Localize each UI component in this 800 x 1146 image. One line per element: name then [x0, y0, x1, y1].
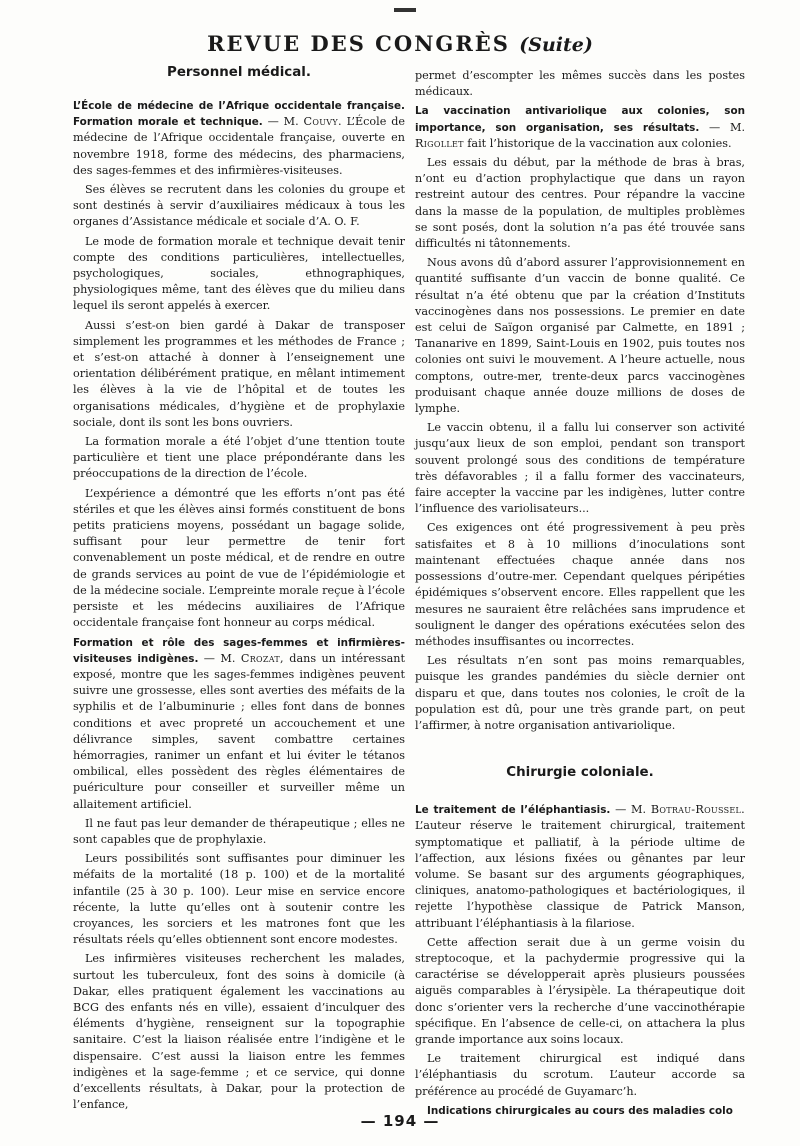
- paragraph: Le vaccin obtenu, il a fallu lui conserver son activité jusqu’aux lieux de son emploi, pendant son transport souvent prolongé sous des conditions de température très défavorables ; il a fallu former des vaccinateurs, faire accepter la vaccine par les indigènes, lutter contre l’influence des variolisateurs...: [415, 421, 745, 516]
- paragraph: Le traitement chirurgical est indiqué dans l’éléphantiasis du scrotum. L’auteur accorde sa préférence au procédé de Guyamarc’h.: [415, 1052, 745, 1098]
- paragraph: Ces exigences ont été progressivement à peu près satisfaites et 8 à 10 millions d’inoculations sont maintenant effectuées chaque année dans nos possessions d’outre-mer. Cependant quelques péripéties épidémiques s’observent encore. Elles rappellent que les mesures ne sauraient être relâchées sans imprudence et soulignent le danger des opérations exécutées selon des méthodes insuffisantes ou incorrectes.: [415, 521, 745, 648]
- left-column: [73, 62, 405, 1112]
- article-lead: Formation et rôle des sages-femmes et infirmières-visiteuses indigènes.: [73, 636, 405, 665]
- article-body: fait l’historique de la vaccination aux colonies.: [463, 136, 732, 150]
- paragraph: Les essais du début, par la méthode de bras à bras, n’ont eu d’action prophylactique que dans un rayon restreint autour des centres. Pour répandre la vaccine dans la masse de la population, de multiples problèmes se sont posés, dont la solution n’a pas été trouvée sans difficultés ni tâtonnements.: [415, 156, 745, 251]
- paragraph: Ses élèves se recrutent dans les colonies du groupe et sont destinés à servir d’auxiliaires médicaux à tous les organes d’Assistance médicale et sociale d’A. O. F.: [73, 183, 405, 229]
- page-number: — 194 —: [360, 1112, 440, 1130]
- article-author: Botrau-Roussel.: [650, 803, 746, 817]
- article-ecole-medecine: [73, 98, 405, 179]
- paragraph: Cette affection serait due à un germe voisin du streptocoque, et la pachydermie progressive qui la caractérise se développerait après plusieurs poussées aiguës comparables à l’érysipèle. La thérapeutique doit donc s’orienter vers la recherche d’une vaccinothérapie spécifique. En l’absence de celle-ci, on attachera la plus grande importance aux soins locaux.: [415, 935, 745, 1046]
- article-sep: — M.: [262, 115, 304, 129]
- article-author: Rigollet: [415, 136, 464, 150]
- section-title-chirurgie: Chirurgie coloniale.: [506, 765, 654, 781]
- continuation-paragraph: permet d’escompter les mêmes succès dans les postes médicaux.: [415, 69, 745, 99]
- article-lead: Indications chirurgicales au cours des maladies colo: [427, 1104, 733, 1117]
- right-column: [415, 68, 746, 1117]
- article-body: dans un intéressant exposé, montre que les sages-femmes indigènes peuvent suivre une grossesse, elles sont averties des méfaits de la syphilis et de l’albuminurie ; elles font dans de bonnes conditions et avec propreté un accouchement et une délivrance simples, savent combattre certaines hémorragies, ranimer un enfant et lui éviter le tétanos ombilical, elles possèdent des règles élémentaires de puériculture pour conseiller et surveiller même un allaitement artificiel.: [73, 651, 405, 811]
- article-sages-femmes: [73, 635, 405, 813]
- page-header: [0, 30, 800, 59]
- article-body: L’École de médecine de l’Afrique occidentale française, ouverte en novembre 1918, forme des médecins, des pharmaciens, des sages-femmes et des infirmières-visiteuses.: [73, 115, 405, 177]
- header-title: REVUE DES CONGRÈS: [207, 31, 510, 56]
- article-sep: — M.: [699, 120, 746, 134]
- paragraph: Les résultats n’en sont pas moins remarquables, puisque les grandes pandémies du siècle dernier ont disparu et que, dans toutes nos colonies, le croît de la population est dû, pour une très grande part, on peut l’affirmer, à notre organisation antivariolique.: [415, 654, 745, 732]
- paragraph: La formation morale a été l’objet d’une ttention toute particulière et tient une place prépondérante dans les préoccupations de la direction de l’école.: [73, 435, 405, 481]
- paragraph: L’expérience a démontré que les efforts n’ont pas été stériles et que les élèves ainsi formés constituent de bons petits praticiens moyens, possédant un bagage solide, suffisant pour leur permettre de tenir fort convenablement un poste médical, et de rendre en outre de grands services au point de vue de l’épidémiologie et de la médecine sociale. L’empreinte morale reçue à l’école persiste et les médecins auxiliaires de l’Afrique occidentale française font honneur au corps médical.: [73, 486, 405, 630]
- header-suite: (Suite): [519, 34, 593, 56]
- paragraph: Le mode de formation morale et technique devait tenir compte des conditions particulières, intellectuelles, psychologiques, sociales, ethnographiques, physiologiques même, tant des élèves que du milieu dans lequel ils seront appelés à exercer.: [73, 234, 405, 313]
- article-body: L’auteur réserve le traitement chirurgical, traitement symptomatique et palliatif, à la période ultime de l’affection, aux lésions fixées ou gênantes par leur volume. Se basant sur des arguments géographiques, cliniques, anatomo-pathologiques et bactériologiques, il rejette l’hypothèse classique de Patrick Manson, attribuant l’éléphantiasis à la filariose.: [415, 819, 745, 930]
- paragraph: Nous avons dû d’abord assurer l’approvisionnement en quantité suffisante d’un vaccin de bonne qualité. Ce résultat n’a été obtenu que par la création d’Instituts vaccinogènes dans nos possessions. Le premier en date est celui de Saïgon organisé par Calmette, en 1891 ; Tananarive en 1899, Saint-Louis en 1902, puis toutes nos colonies ont suivi le mouvement. A l’heure actuelle, nous comptons, outre-mer, trente-deux parcs vaccinogènes produisant chaque année douze millions de doses de lymphe.: [415, 256, 745, 416]
- article-author: Couvy.: [303, 115, 342, 129]
- section-title-personnel: Personnel médical.: [167, 65, 311, 80]
- article-author: Crozat,: [240, 651, 284, 665]
- article-sep: — M.: [198, 651, 241, 665]
- paragraph: Les infirmières visiteuses recherchent les malades, surtout les tuberculeux, font des soins à domicile (à Dakar, elles pratiquent également les vaccinations au BCG des enfants nés en ville), essaient d’inculquer des éléments d’hygiène, renseignent sur la topographie sanitaire. C’est la liaison réalisée entre l’indigène et le dispensaire. C’est aussi la liaison entre les femmes indigènes et la sage-femme ; et ce service, qui donne d’excellents résultats, à Dakar, pour la protection de l’enfance,: [73, 952, 405, 1112]
- article-elephantiasis: [415, 802, 745, 932]
- top-edge-mark: [394, 8, 416, 12]
- article-lead: L’École de médecine de l’Afrique occidentale française. Formation morale et technique.: [73, 100, 405, 129]
- article-vaccination: [415, 103, 745, 152]
- paragraph: Leurs possibilités sont suffisantes pour diminuer les méfaits de la mortalité (18 p. 100) et de la mortalité infantile (25 à 30 p. 100). Leur mise en service encore récente, la lutte qu’elles ont à soutenir contre les croyances, les sorciers et les matrones font que les résultats réels qu’elles obtiennent sont encore modestes.: [73, 852, 405, 947]
- article-lead: Le traitement de l’éléphantiasis.: [415, 804, 611, 817]
- paragraph: Il ne faut pas leur demander de thérapeutique ; elles ne sont capables que de prophylaxie.: [73, 816, 405, 846]
- paragraph: Aussi s’est-on bien gardé à Dakar de transposer simplement les programmes et les méthodes de France ; et s’est-on attaché à donner à l’enseignement une orientation délibérément pratique, en mêlant intimement les élèves à la vie de l’hôpital et de toutes les organisations médicales, d’hygiène et de prophylaxie sociale, dont ils sont les bons ouvriers.: [73, 318, 405, 429]
- article-lead: La vaccination antivariolique aux colonies, son importance, son organisation, ses résultats.: [415, 105, 745, 134]
- article-sep: — M.: [610, 803, 651, 817]
